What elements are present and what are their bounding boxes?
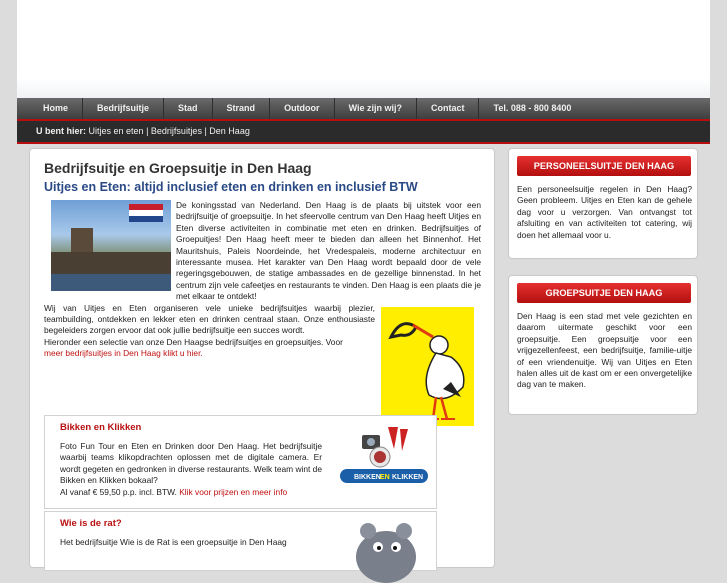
sidebar-box-text: Den Haag is een stad met vele gezichten en daarom uitermate geschikt voor een groepsuitje. Een groepsuitje voor een vrijgezellenfeest, een bedrijfsuitje, familie-uitje of een vriendenuitje. Wij van Uitjes en Eten halen alles uit de kast om er een onvergetelijke dag van te maken.	[517, 311, 692, 390]
intro-text	[44, 200, 481, 426]
logo-word-bikken: BIKKEN	[354, 474, 381, 481]
more-den-haag-link[interactable]: meer bedrijfsuitjes in Den Haag klikt u hier.	[44, 348, 203, 359]
bikken-en-klikken-logo[interactable]	[340, 421, 430, 487]
page-title: Bedrijfsuitje en Groepsuitje in Den Haag	[44, 160, 312, 176]
offer-text: Het bedrijfsuitje Wie is de Rat is een groepsuitje in Den Haag	[60, 537, 287, 547]
sidebar-box-title[interactable]: PERSONEELSUITJE DEN HAAG	[517, 156, 691, 176]
nav-wie-zijn-wij[interactable]: Wie zijn wij?	[335, 98, 417, 119]
offer-card-wie-is-de-rat	[44, 511, 437, 571]
header-banner	[17, 0, 710, 100]
breadcrumb-label: U bent hier:	[36, 126, 87, 136]
page-subtitle: Uitjes en Eten: altijd inclusief eten en drinken en inclusief BTW	[44, 180, 418, 194]
breadcrumb	[17, 121, 710, 142]
offer-price: Al vanaf € 59,50 p.p. incl. BTW.	[60, 486, 177, 497]
stork-logo-image	[381, 307, 474, 426]
breadcrumb-separator: |	[201, 126, 210, 136]
breadcrumb-item-den-haag: Den Haag	[209, 126, 250, 136]
sidebar-box-title[interactable]: GROEPSUITJE DEN HAAG	[517, 283, 691, 303]
offer-title[interactable]: Bikken en Klikken	[60, 422, 142, 433]
logo-word-en: EN	[380, 474, 390, 481]
nav-stad[interactable]: Stad	[164, 98, 213, 119]
intro-paragraph-3-text: Hieronder een selectie van onze Den Haagse bedrijfsuitjes en groepsuitjes. Voor	[44, 336, 343, 347]
breadcrumb-separator: |	[143, 126, 151, 136]
offer-description	[60, 441, 322, 498]
main-nav	[17, 98, 710, 119]
breadcrumb-item-uitjes-en-eten[interactable]: Uitjes en eten	[88, 126, 144, 136]
intro-paragraph-1: De koningsstad van Nederland. Den Haag is de plaats bij uitstek voor een bedrijfsuitje of groepsuitje. In het sfeervolle centrum van Den Haag heeft Uitjes en Eten diverse activiteiten in combinatie met eten en drinken. Bedrijfsuitjes of Groepuitjes! Den Haag heeft meer te bieden dan alleen het Binnenhof. Het Mauritshuis, Paleis Noordeinde, het Vredespaleis, moderne architectuur en interessante musea. Het karakter van Den Haag wordt bepaald door de vele regeringsgebouwen, de statige ambassades en de gezellige binnenstad. In het centrum zijn vele cafeetjes en restaurants te vinden. Den Haag is een plaats die je met elkaar te ontdekt!	[176, 200, 481, 302]
offer-title[interactable]: Wie is de rat?	[60, 518, 122, 529]
nav-strand[interactable]: Strand	[213, 98, 271, 119]
sidebar-box-groepsuitje	[508, 275, 698, 415]
nav-outdoor[interactable]: Outdoor	[270, 98, 335, 119]
rat-mascot-image[interactable]	[340, 517, 430, 583]
offer-text: Foto Fun Tour en Eten en Drinken door Den Haag. Het bedrijfsuitje waarbij teams klikopdrachten oplossen met de digitale camera. Er wordt gegeten en gedronken in diverse restaurants. Welk team wint de Bikken en Klikken bokaal?	[60, 441, 322, 486]
offer-card-bikken-en-klikken	[44, 415, 437, 509]
den-haag-photo	[51, 200, 171, 291]
logo-word-klikken: KLIKKEN	[392, 474, 424, 481]
water-shape	[51, 274, 171, 291]
main-content	[29, 148, 495, 568]
nav-home[interactable]: Home	[17, 98, 83, 119]
nav-phone[interactable]: Tel. 088 - 800 8400	[493, 103, 572, 113]
offer-info-link[interactable]: Klik voor prijzen en meer info	[179, 486, 288, 497]
building-shape	[51, 252, 171, 276]
nav-bedrijfsuitje[interactable]: Bedrijfsuitje	[83, 98, 164, 119]
intro-paragraph-2: Wij van Uitjes en Eten organiseren vele unieke bedrijfsuitjes waarbij plezier, teambuilding, ontdekken en lekker eten en drinken centraal staan. Onze enthousiaste begeleiders zorgen ervoor dat ook jullie bedrijfsuitje een succes wordt.	[44, 302, 375, 336]
offer-description	[60, 537, 322, 548]
nav-contact[interactable]: Contact	[417, 98, 480, 119]
flag-stripe-blue	[129, 216, 163, 222]
breadcrumb-divider	[17, 142, 710, 144]
sidebar-box-personeelsuitje	[508, 148, 698, 259]
breadcrumb-item-bedrijfsuitjes[interactable]: Bedrijfsuitjes	[150, 126, 202, 136]
sidebar-box-text: Een personeelsuitje regelen in Den Haag? Geen probleem. Uitjes en Eten kan de gehele dag voor u verzorgen. Van ontvangst tot afsluiting en van activiteiten tot catering, wij doen het allemaal voor u.	[517, 184, 692, 240]
